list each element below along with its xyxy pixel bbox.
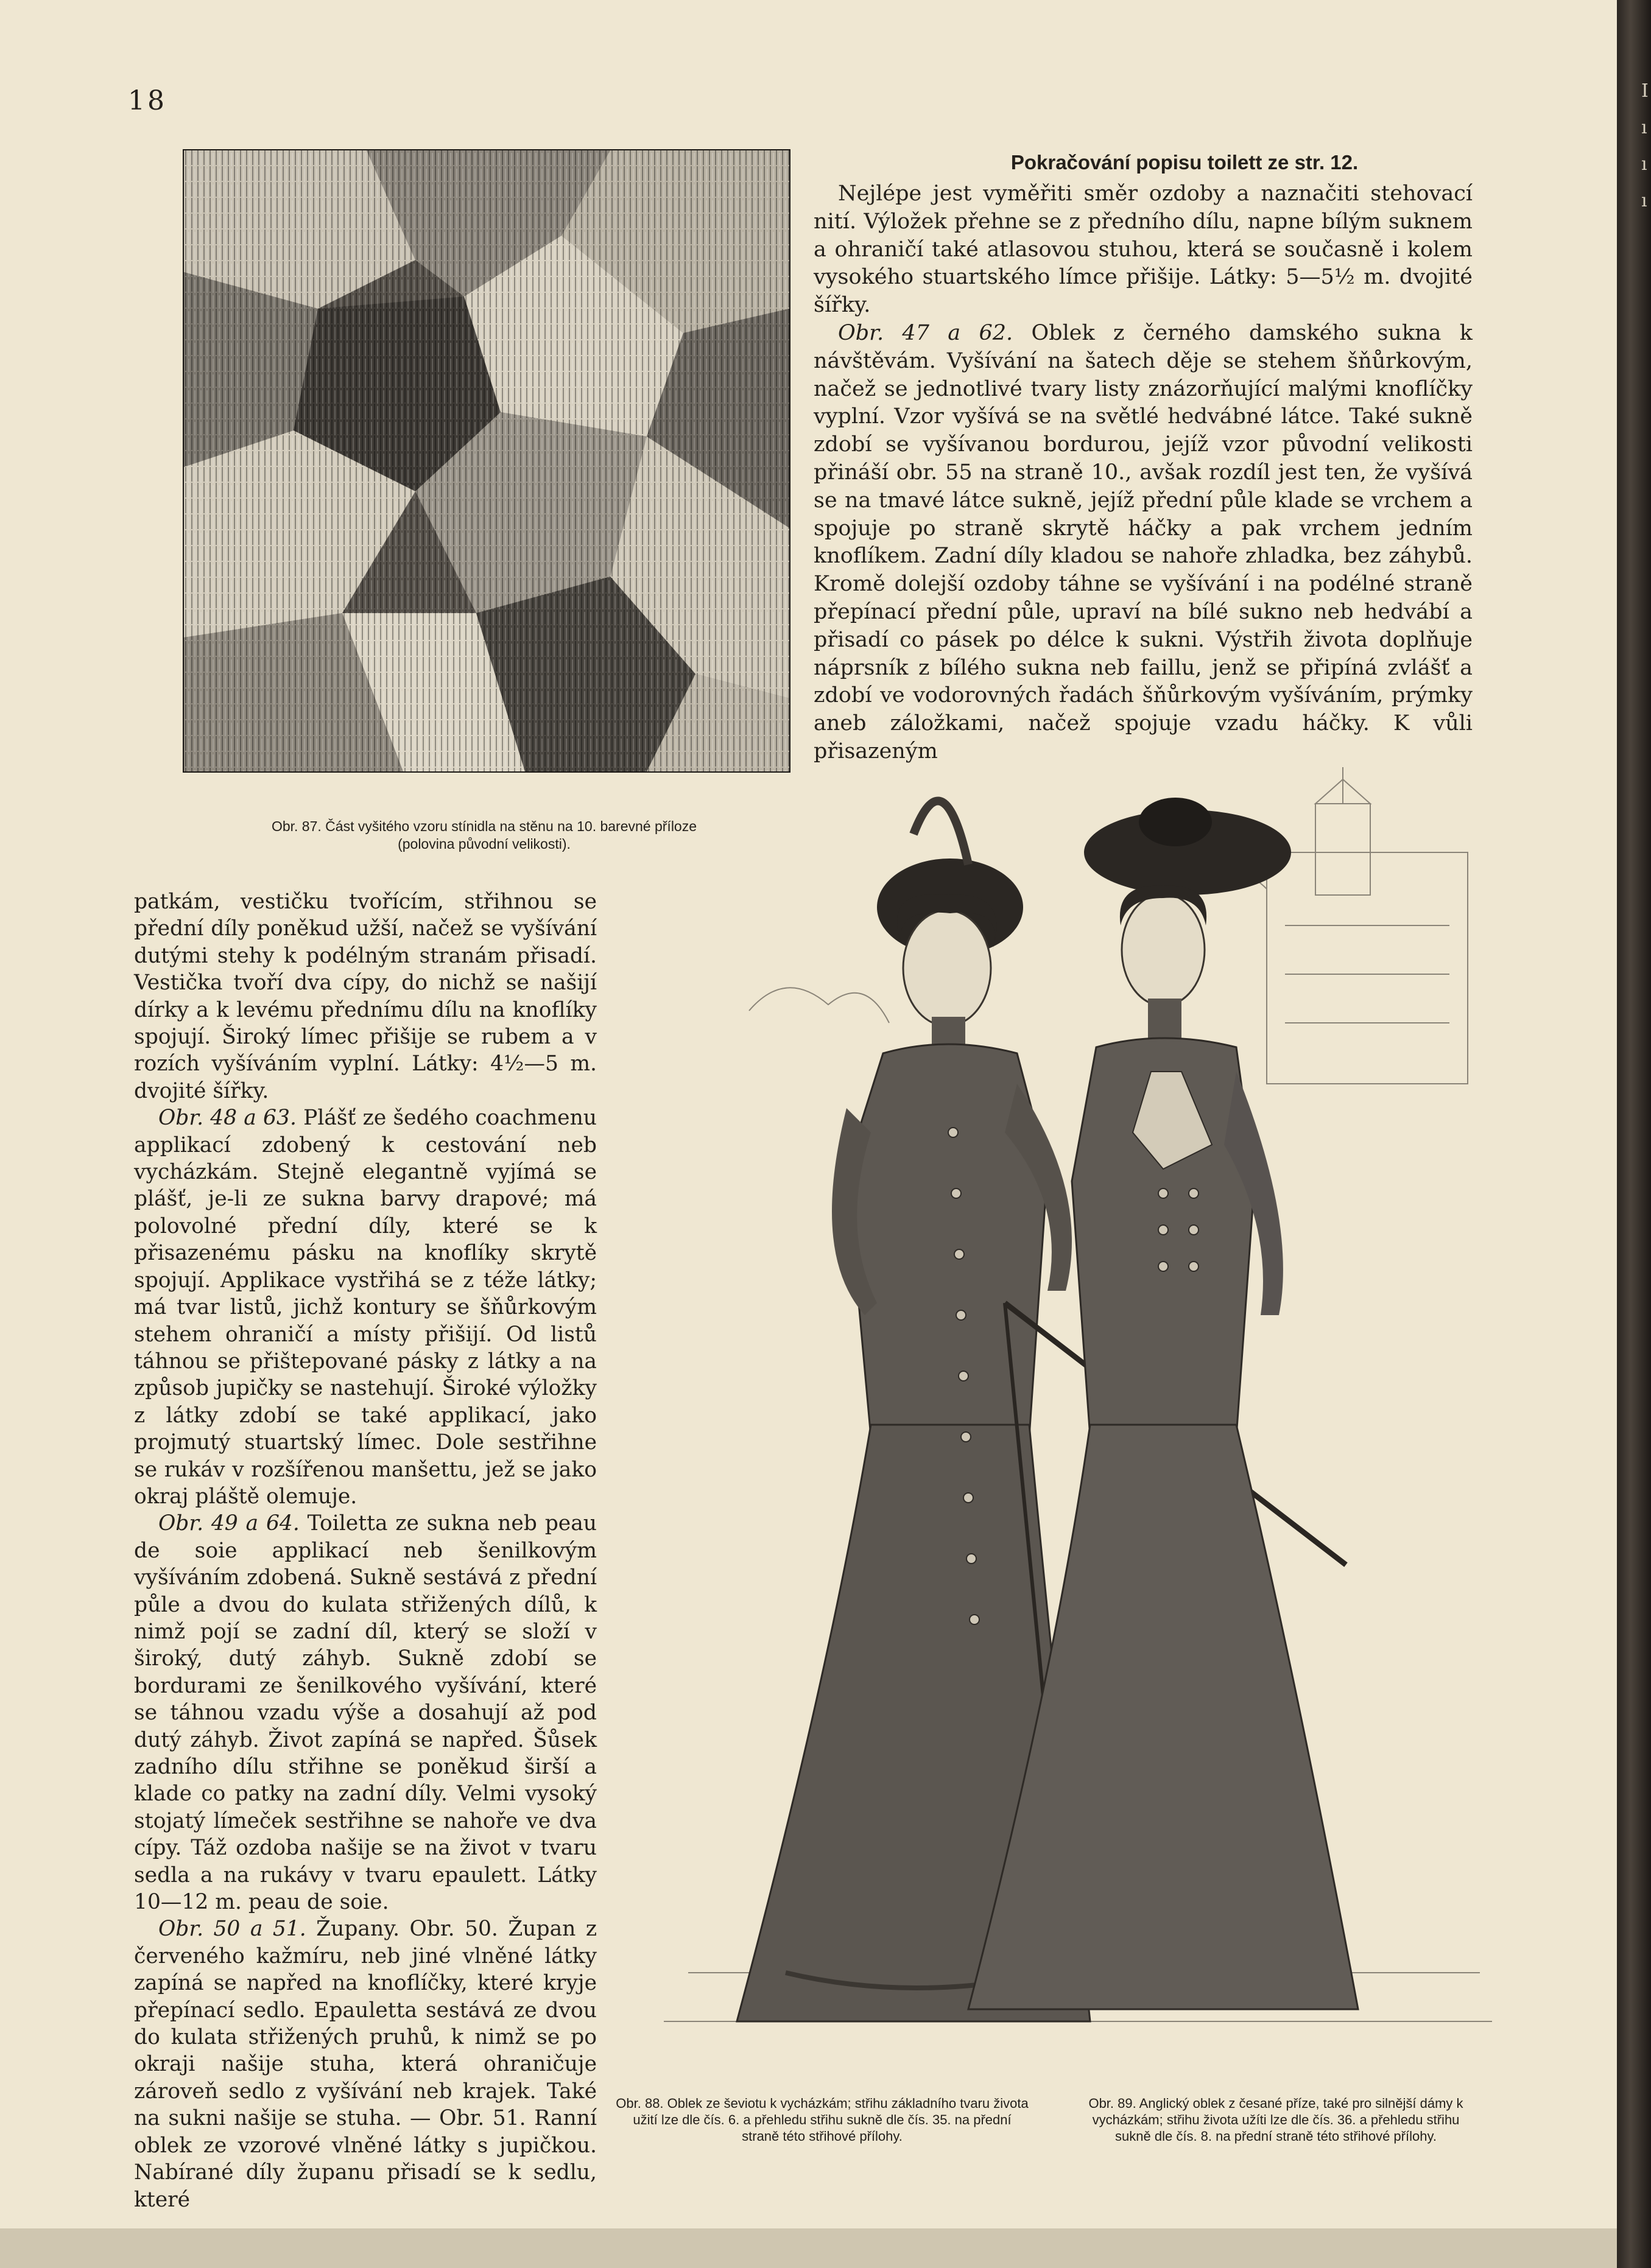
embroidery-pattern-image bbox=[183, 149, 790, 773]
paragraph-obr-48-63 bbox=[134, 1104, 597, 1510]
spine-edge-marks: I ı ı ı bbox=[1641, 80, 1649, 211]
paragraph-obr-50-51 bbox=[134, 1915, 597, 2213]
page-number: 18 bbox=[128, 85, 167, 116]
paragraph-obr-49-64 bbox=[134, 1510, 597, 1915]
figure-87-caption-line2: (polovina původní velikosti). bbox=[398, 836, 571, 852]
figure-89-caption: Obr. 89. Anglický oblek z česané příze, také pro silnější dámy k vycházkám; střihu života užíti lze dle čís. 36. a přehledu střihu sukně dle čís. 8. na přední straně této střihové přílohy. bbox=[1088, 2096, 1463, 2144]
fashion-illustration bbox=[627, 767, 1504, 2082]
paragraph-obr-47-62 bbox=[814, 320, 1473, 766]
paragraph-text: Plášť ze šedého coachmenu applikací zdobený k cestování neb vycházkám. Stejně elegantně vyjímá se plášť, je-li ze sukna barvy drapové; má polovolné přední díly, které se k přisazenému pásku na knoflíky skrytě spojují. Applikace vystřihá se z téže látky; má tvar listů, jichž kontury se šňůrkovým stehem ohraničí a místy přišijí. Od listů táhnou se přištepované pásky z látky a na způsob jupičky se nastehují. Široké výložky z látky zdobí se také applikací, jako projmutý stuartský límec. Dole sestřihne se rukáv v rozšířenou manšettu, jež se jako okraj pláště olemuje. bbox=[134, 1106, 597, 1509]
paragraph: patkám, vestičku tvořícím, střihnou se přední díly poněkud užší, načež se vyšívání dutými stehy k podélným stranám přisadí. Vestička tvoří dva cípy, do nichž se našijí dírky a k levému přednímu dílu na knoflíky spojují. Široký límec přišije se rubem a v rozích vyšíváním vyplní. Látky: 4½—5 m. dvojité šířky. bbox=[134, 890, 597, 1103]
paragraph-text: Oblek z černého damského sukna k návštěvám. Vyšívání na šatech děje se stehem šňůrkovým, načež se jednotlivé tvary listy znázorňující malými knoflíčky vyplní. Vzor vyšívá se na světlé hedvábné látce. Také sukně zdobí se vyšívanou bordurou, jejíž vzor původní velikosti přináší obr. 55 na straně 10., avšak rozdíl jest ten, že vyšívá se na tmavé látce sukně, jejíž přední půle klade se vrchem a spojuje po straně skrytě háčky a pak vrchem jedním knoflíkem. Zadní díly kladou se nahoře zhladka, bez záhybů. Kromě dolejší ozdoby táhne se vyšívání i na podélné straně přepínací přední půle, upraví na bílé sukno neb hedvábí a přisadí co pásek po délce k sukni. Výstřih života doplňuje náprsník z bílého sukna neb faillu, jenž se připíná zvlášť a zdobí ve vodorovných řadách šňůrkovým vyšíváním, prýmky aneb záložkami, načež spojuje vzadu háčky. K vůli přisazeným bbox=[814, 320, 1473, 764]
paragraph-text: Toiletta ze sukna neb peau de soie applikací neb šenilkovým vyšíváním zdobená. Sukně sestává z přední půle a dvou do kulata střižených dílů, k nimž pojí se zadní díl, který se složí v široký, dutý záhyb. Sukně zdobí se bordurami ze šenilkového vyšívání, které se táhnou vzadu výše a dosahují až pod dutý záhyb. Život zapíná se napřed. Šůsek zadního dílu střihne se poněkud širší a klade co patky na zadní díly. Velmi vysoký stojatý límeček sestřihne se nahoře ve dva cípy. Táž ozdoba našije se na život v tvaru sedla a na rukávy v tvaru epaulett. Látky 10—12 m. peau de soie. bbox=[134, 1511, 597, 1915]
paragraph: Nejlépe jest vyměřiti směr ozdoby a naznačiti stehovací nití. Výložek přehne se z předního dílu, napne bílým suknem a ohraničí také atlasovou stuhou, která se současně i kolem vysokého stuartského límce přišije. Látky: 5—5½ m. dvojité šířky. bbox=[814, 181, 1473, 318]
left-text-column bbox=[134, 888, 597, 2212]
section-title: Pokračování popisu toilett ze str. 12. bbox=[1010, 151, 1359, 174]
figure-reference: Obr. 47 a 62. bbox=[838, 320, 1013, 345]
figure-87-caption-line1: Obr. 87. Část vyšitého vzoru stínidla na stěnu na 10. barevné příloze bbox=[271, 818, 697, 834]
figure-reference: Obr. 48 a 63. bbox=[158, 1106, 297, 1131]
figure-reference: Obr. 50 a 51. bbox=[158, 1917, 306, 1942]
paragraph-text: Župany. Obr. 50. Župan z červeného kažmíru, neb jiné vlněné látky zapíná se napřed na knoflíčky, které kryje přepínací sedlo. Epauletta sestává ze dvou do kulata střižených pruhů, k nimž se po okraji našije stuha, která ohraničuje zároveň sedlo z vyšívání neb krajek. Také na sukni našije se stuha. — Obr. 51. Ranní oblek ze vzorové vlněné látky s jupičkou. Nabírané díly županu přisadí se k sedlu, které bbox=[134, 1917, 597, 2212]
figure-88-caption: Obr. 88. Oblek ze ševiotu k vycházkám; střihu základního tvaru života užití lze dle čís. 6. a přehledu střihu sukně dle čís. 35. na přední straně této střihové přílohy. bbox=[616, 2096, 1029, 2144]
figure-reference: Obr. 49 a 64. bbox=[158, 1511, 300, 1536]
book-spine bbox=[1617, 0, 1651, 2268]
top-text-column bbox=[814, 180, 1473, 764]
